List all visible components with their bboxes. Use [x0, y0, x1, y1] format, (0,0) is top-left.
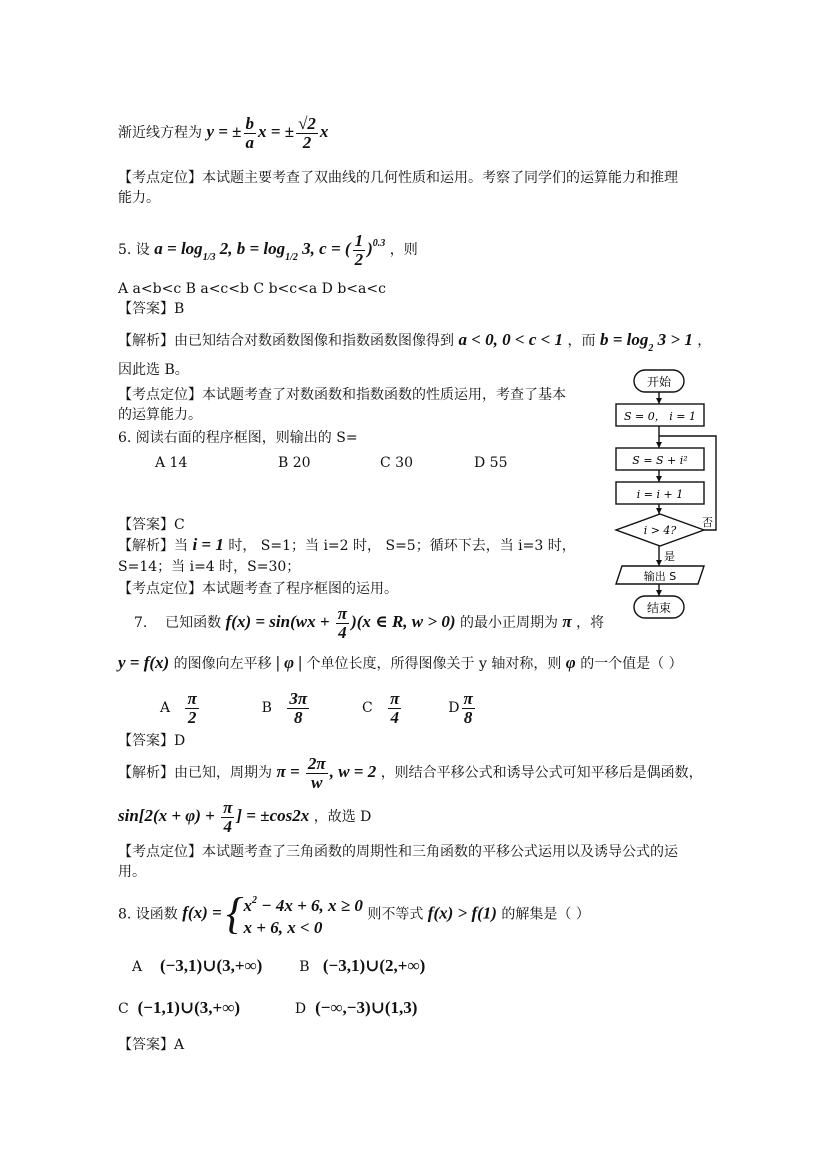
flowchart-update-s-label: S = S + i² — [632, 454, 688, 467]
q8-option-d: (−∞,−3)∪(1,3) — [315, 998, 418, 1017]
q5-analysis-mid: ，而 — [567, 333, 596, 349]
q8-options-cd — [118, 998, 417, 1019]
q5-analysis-prefix: 【解析】由已知结合对数函数图像和指数函数图像得到 — [118, 333, 454, 349]
q7-point-line-1: 【考点定位】本试题考查了三角函数的周期性和三角函数的平移公式运用以及诱导公式的运 — [118, 844, 678, 860]
q8-option-b-label: B — [299, 959, 310, 975]
q7-stem-mid: 的最小正周期为 — [459, 615, 558, 631]
flowchart-start-label: 开始 — [646, 375, 672, 389]
q7-line2-end: 的一个值是（ ） — [580, 656, 683, 672]
q7-stem — [134, 604, 604, 642]
q7-stem-prefix: 已知函数 — [165, 615, 222, 631]
q7-option-a-value: $\frac{\pi}{2}$ — [187, 688, 197, 727]
q7-option-b-label: B — [261, 700, 272, 716]
q8-answer: 【答案】A — [118, 1037, 185, 1053]
q6-analysis-line1-suffix: 时， S=1；当 i=2 时， S=5；循环下去，当 i=3 时， — [228, 538, 576, 554]
q7-analysis-formula: π = $\frac{2\pi}{w}$ , w = 2 — [276, 753, 377, 792]
q8-options-ab — [132, 956, 425, 977]
q6-analysis-line-2: S=14；当 i=4 时，S=30； — [118, 559, 301, 575]
q5-analysis-suffix: ， — [697, 333, 712, 349]
flowchart-yes-label: 是 — [664, 550, 675, 563]
q6-stem: 6. 阅读右面的程序框图，则输出的 S= — [118, 430, 358, 446]
q7-analysis-end: ，故选 D — [313, 809, 372, 825]
q5-point-line-1: 【考点定位】本试题考查了对数函数和指数函数的性质运用，考查了基本 — [118, 387, 566, 403]
q6-option-c: C 30 — [380, 455, 413, 471]
q7-line2-mid: 的图像向左平移 — [173, 656, 272, 672]
q7-answer: 【答案】D — [118, 733, 186, 749]
q8-function: $f(x) = \{x^2 - 4x + 6$, x ≥ 0 x + 6, x < 0 — [182, 889, 363, 939]
q5-analysis-end: 因此选 B。 — [118, 362, 189, 378]
q6-answer: 【答案】C — [118, 517, 185, 533]
flowchart-output-label: 输出 S — [643, 570, 677, 583]
q7-analysis-line-2 — [118, 798, 371, 836]
flowchart-condition-label: i > 4? — [643, 524, 677, 537]
q7-phi: φ — [565, 653, 576, 672]
q7-func-short: y = f(x) — [118, 653, 170, 672]
flowchart-init-label: S = 0， i = 1 — [624, 410, 696, 423]
q7-analysis — [118, 752, 703, 793]
q7-num: 7. — [134, 615, 148, 631]
q5-point-line-2: 的运算能力。 — [118, 407, 202, 423]
q7-analysis-prefix: 【解析】由已知，周期为 — [118, 765, 272, 781]
q7-analysis-suffix: ，则结合平移公式和诱导公式可知平移后是偶函数， — [380, 765, 703, 781]
q8-inequality: f(x) > f(1) — [427, 903, 497, 923]
flowchart-end-label: 结束 — [646, 601, 672, 615]
q7-option-a-label: A — [160, 700, 171, 716]
q7-period: π — [562, 612, 572, 631]
q6-option-b: B 20 — [278, 455, 311, 471]
q4-point-line-2: 能力。 — [118, 190, 160, 206]
q7-option-c-label: C — [362, 700, 373, 716]
q6-option-a: A 14 — [155, 455, 188, 471]
q7-option-d-value: $\frac{\pi}{8}$ — [463, 688, 473, 727]
q7-shift: | φ | — [276, 653, 303, 672]
q7-stem-line-2 — [118, 651, 683, 676]
q8-stem — [118, 890, 590, 939]
q8-option-c: (−1,1)∪(3,+∞) — [137, 998, 241, 1017]
q8-stem-mid: 则不等式 — [367, 906, 424, 923]
q8-option-d-label: D — [294, 1001, 307, 1017]
flowchart — [604, 362, 724, 622]
q8-option-a: (−3,1)∪(3,+∞) — [159, 956, 263, 975]
q6-analysis-formula: i = 1 — [192, 535, 224, 554]
q7-options — [160, 688, 477, 728]
q6-point: 【考点定位】本试题考查了程序框图的运用。 — [118, 581, 398, 597]
asymptote-formula: y = ± $\frac{b}{a}$ x = ± $\frac{√2}{2}$ x — [206, 113, 329, 152]
q7-option-b-value: $\frac{3\pi}{8}$ — [289, 688, 308, 727]
q5-options: A a<b<c B a<c<b C b<c<a D b<a<c — [118, 281, 386, 297]
q7-option-c-value: $\frac{\pi}{4}$ — [390, 688, 400, 727]
q7-point-line-2: 用。 — [118, 864, 146, 880]
q5-analysis-formula-2: $b = \log_2 3 > 1$ — [599, 330, 693, 354]
q5-stem-suffix: ，则 — [389, 242, 418, 258]
q4-point-line-1: 【考点定位】本试题主要考查了双曲线的几何性质和运用。考察了同学们的运算能力和推理 — [118, 170, 678, 186]
q6-analysis-prefix: 【解析】当 — [118, 538, 188, 554]
flowchart-no-label: 否 — [702, 516, 713, 529]
q8-option-c-label: C — [118, 1001, 129, 1017]
q5-answer: 【答案】B — [118, 301, 185, 317]
q8-option-b: (−3,1)∪(2,+∞) — [322, 956, 426, 975]
flowchart-update-i-label: i = i + 1 — [636, 488, 684, 501]
q5-stem — [118, 226, 418, 276]
q7-function: f(x) = sin(wx + $\frac{\pi}{4}$ )(x ∈ R, w > 0) — [225, 603, 456, 642]
q6-option-d: D 55 — [474, 455, 508, 471]
asymptote-line — [118, 112, 328, 153]
q7-stem-suffix: ，将 — [576, 615, 605, 631]
q7-analysis-formula-2: sin[2(x + φ) + $\frac{\pi}{4}$ ] = ±cos2x — [118, 797, 310, 836]
q8-option-a-label: A — [132, 959, 143, 975]
q7-line2-suffix: 个单位长度，所得图像关于 y 轴对称，则 — [306, 656, 562, 672]
q5-formula: $a = \log_{1/3} 2$, $b = \log_{1/2} 3$, c = ( $\frac{1}{2}$ )$^{0.3}$ — [154, 230, 386, 269]
q8-stem-suffix: 的解集是（ ） — [501, 906, 590, 923]
q6-analysis-line-1 — [118, 535, 576, 556]
q5-stem-prefix: 5. 设 — [118, 242, 150, 258]
asymptote-prefix: 渐近线方程为 — [118, 125, 202, 141]
q5-analysis-formula-1: a < 0, 0 < c < 1 — [458, 330, 564, 349]
q8-stem-prefix: 8. 设函数 — [118, 906, 178, 923]
q5-analysis — [118, 328, 711, 361]
q7-option-d-label: D — [448, 700, 460, 716]
